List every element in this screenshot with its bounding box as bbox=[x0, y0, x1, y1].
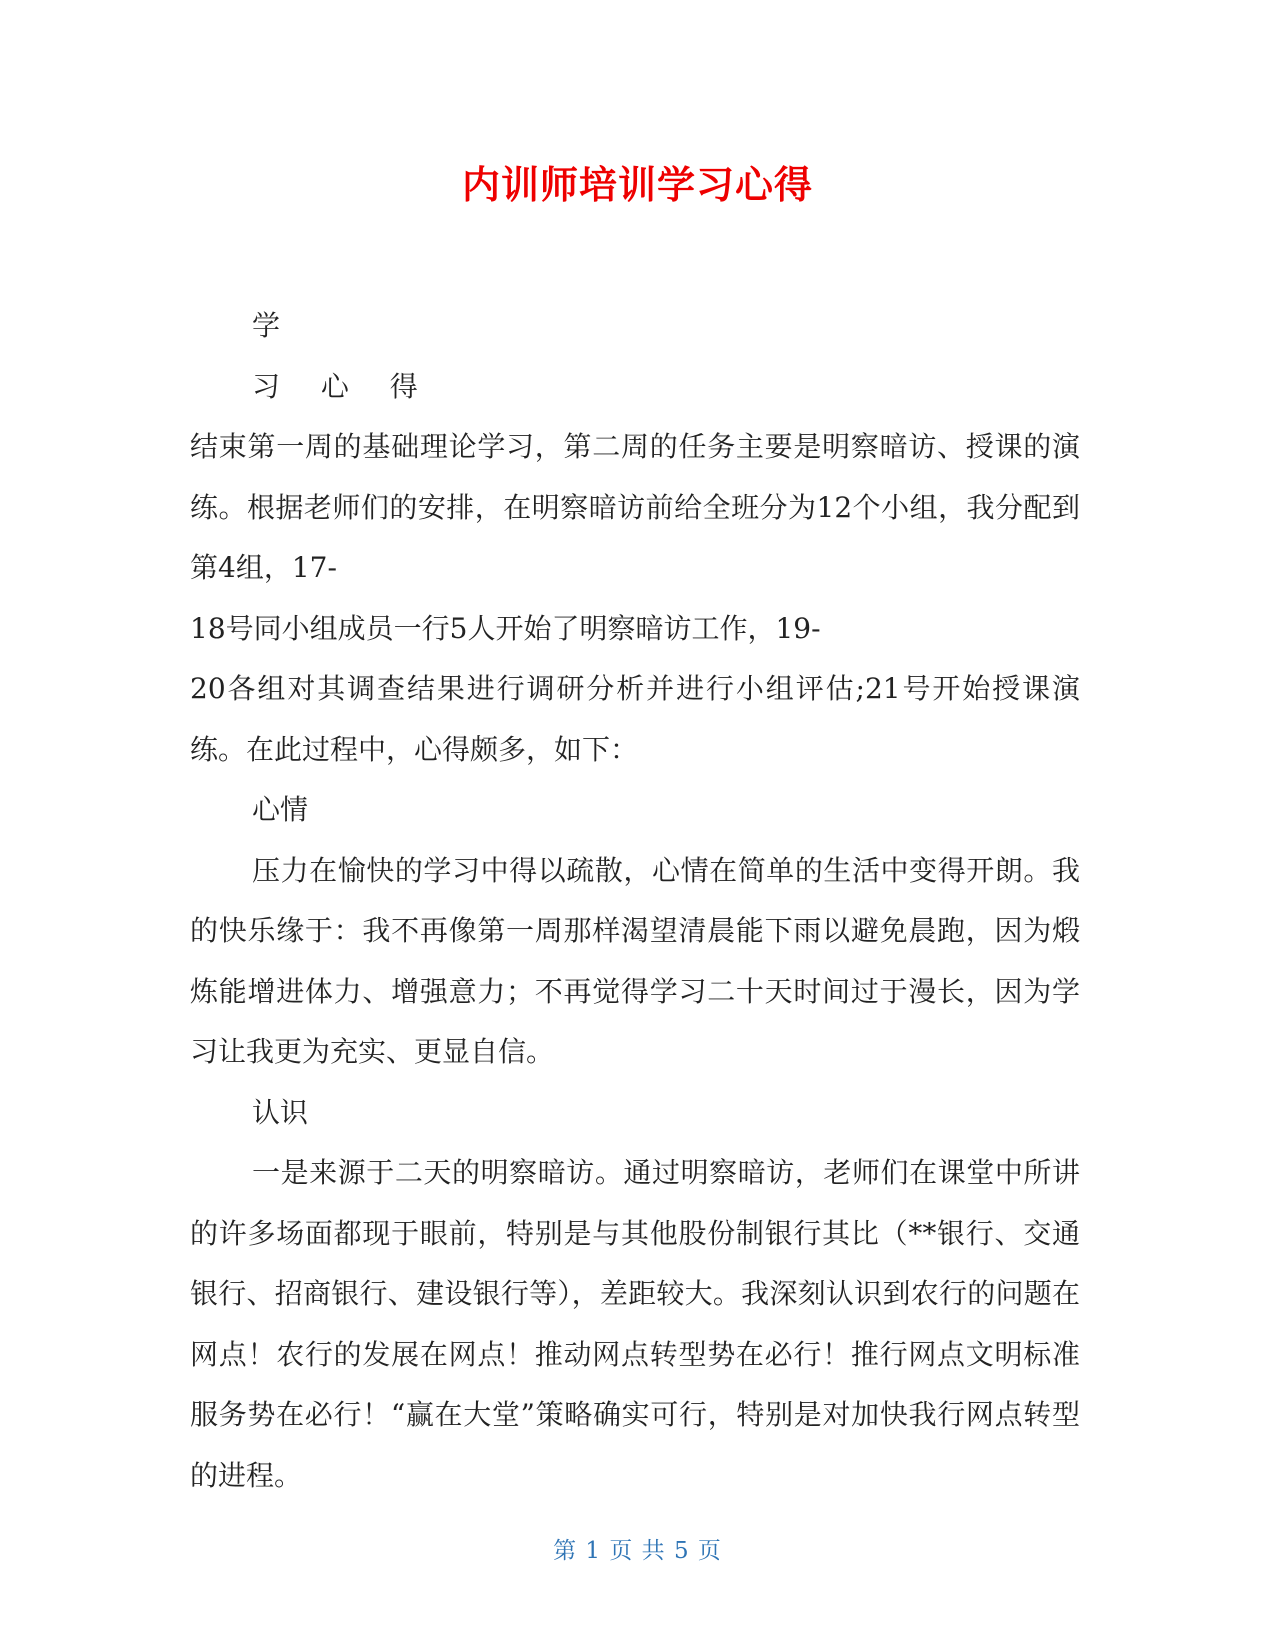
section-heading-mood: 心情 bbox=[252, 793, 309, 826]
page-number-footer: 第 1 页 共 5 页 bbox=[553, 1538, 722, 1564]
document-title: 内训师培训学习心得 bbox=[461, 163, 813, 207]
paragraph-mood: 压力在愉快的学习中得以疏散，心情在简单的生活中变得开朗。我的快乐缘于：我不再像第一周那样渴望清晨能下雨以避免晨跑，因为煅炼能增进体力、增强意力；不再觉得学习二十天时间过于漫长，因为学习让我更为充实、更显自信。 bbox=[190, 853, 1080, 1068]
paragraph-intro: 结束第一周的基础理论学习，第二周的任务主要是明察暗访、授课的演练。根据老师们的安排，在明察暗访前给全班分为12个小组，我分配到第4组，17- bbox=[190, 430, 1080, 584]
document-body bbox=[190, 296, 1080, 1506]
paragraph-intro-cont-2: 20各组对其调查结果进行调研分析并进行小组评估;21号开始授课演练。在此过程中，心得颇多，如下： bbox=[190, 672, 1080, 766]
heading-line-2: 习 心 得 bbox=[252, 369, 434, 403]
heading-line-1: 学 bbox=[252, 309, 281, 342]
section-heading-understanding: 认识 bbox=[252, 1095, 309, 1129]
paragraph-intro-cont-1: 18号同小组成员一行5人开始了明察暗访工作，19- bbox=[190, 611, 821, 645]
paragraph-understanding: 一是来源于二天的明察暗访。通过明察暗访，老师们在课堂中所讲的许多场面都现于眼前，特别是与其他股份制银行其比（**银行、交通银行、招商银行、建设银行等），差距较大。我深刻认识到农行的问题在网点！农行的发展在网点！推动网点转型势在必行！推行网点文明标准服务势在必行！“赢在大堂”策略确实可行，特别是对加快我行网点转型的进程。 bbox=[190, 1156, 1080, 1492]
